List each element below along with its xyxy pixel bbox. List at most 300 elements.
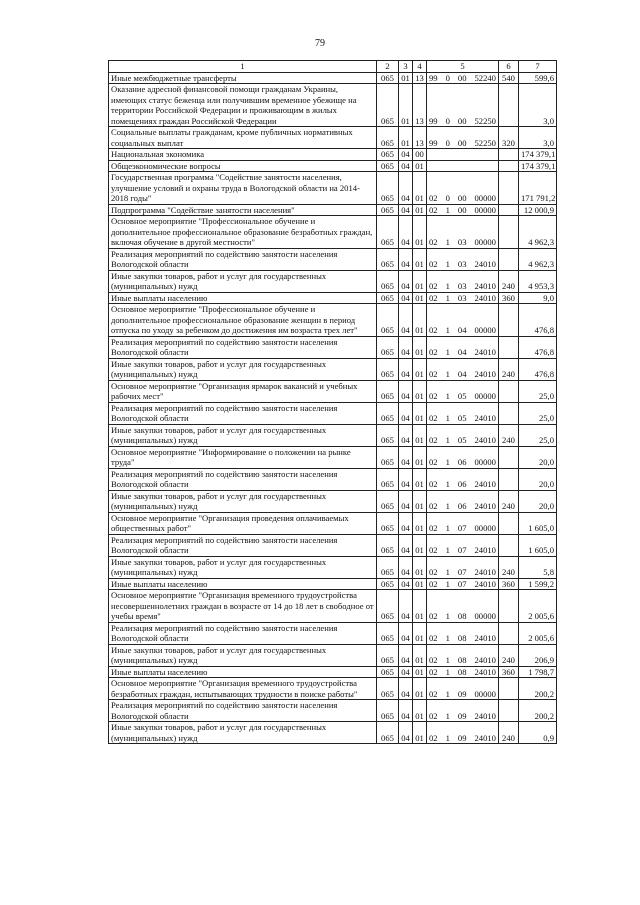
row-amount: 4 953,3 — [519, 270, 557, 292]
row-grbs: 065 — [377, 678, 399, 700]
row-subsection: 01 — [413, 358, 427, 380]
row-grbs: 065 — [377, 304, 399, 337]
row-name: Реализация мероприятий по содействию занятости населения Вологодской области — [109, 700, 377, 722]
table-row — [109, 678, 557, 700]
target-article-part-d: 00000 — [474, 457, 496, 467]
row-target-article — [427, 590, 499, 623]
row-subsection: 01 — [413, 160, 427, 172]
row-section: 04 — [399, 424, 413, 446]
row-target-article — [427, 204, 499, 216]
header-row — [109, 61, 557, 73]
row-expense-type — [499, 402, 519, 424]
row-expense-type: 540 — [499, 72, 519, 84]
target-article-part-b: 1 — [445, 501, 450, 511]
row-name: Основное мероприятие "Организация временного трудоустройства безработных граждан, испытывающих трудности в поиске работы" — [109, 678, 377, 700]
row-name: Оказание адресной финансовой помощи гражданам Украины, имеющих статус беженца или получившим временное убежище на территории Российской Федерации и проживающим в жилых помещениях граждан Российской Федерации — [109, 84, 377, 127]
row-target-article — [427, 292, 499, 304]
row-target-article — [427, 84, 499, 127]
row-subsection: 00 — [413, 149, 427, 161]
row-target-article — [427, 722, 499, 744]
target-article-part-a: 02 — [429, 567, 438, 577]
row-target-article — [427, 490, 499, 512]
row-target-article — [427, 468, 499, 490]
row-expense-type: 240 — [499, 722, 519, 744]
row-target-article — [427, 534, 499, 556]
row-name: Подпрограмма "Содействие занятости населения" — [109, 204, 377, 216]
row-name: Иные межбюджетные трансферты — [109, 72, 377, 84]
target-article-part-c: 06 — [457, 479, 467, 489]
row-target-article — [427, 172, 499, 205]
target-article-part-d: 00000 — [474, 688, 496, 699]
row-name: Иные закупки товаров, работ и услуг для государственных (муниципальных) нужд — [109, 270, 377, 292]
row-grbs: 065 — [377, 204, 399, 216]
row-amount: 4 962,3 — [519, 216, 557, 249]
row-name: Иные выплаты населению — [109, 666, 377, 678]
target-article-part-d: 24010 — [474, 633, 496, 643]
row-subsection: 01 — [413, 304, 427, 337]
target-article-part-a: 02 — [429, 633, 438, 643]
table-row — [109, 248, 557, 270]
row-section: 04 — [399, 380, 413, 402]
target-article-part-d: 24010 — [474, 710, 496, 721]
row-subsection: 13 — [413, 72, 427, 84]
target-article-part-a: 02 — [429, 578, 438, 589]
table-row — [109, 722, 557, 744]
row-name: Реализация мероприятий по содействию занятости населения Вологодской области — [109, 336, 377, 358]
target-article-part-a: 99 — [429, 115, 438, 126]
target-article-part-d: 24010 — [474, 578, 496, 589]
row-grbs: 065 — [377, 160, 399, 172]
table-row — [109, 622, 557, 644]
table-row — [109, 216, 557, 249]
row-expense-type — [499, 678, 519, 700]
row-expense-type: 240 — [499, 490, 519, 512]
row-expense-type: 360 — [499, 578, 519, 590]
target-article-part-c: 03 — [457, 237, 467, 247]
row-amount: 1 599,2 — [519, 578, 557, 590]
row-amount: 5,8 — [519, 556, 557, 578]
row-amount: 25,0 — [519, 424, 557, 446]
target-article-part-a: 02 — [429, 732, 438, 743]
target-article-part-a: 02 — [429, 237, 438, 247]
table-row — [109, 336, 557, 358]
row-target-article — [427, 127, 499, 149]
row-expense-type: 240 — [499, 358, 519, 380]
target-article-part-b: 0 — [445, 115, 450, 126]
row-name: Иные закупки товаров, работ и услуг для государственных (муниципальных) нужд — [109, 424, 377, 446]
row-expense-type: 240 — [499, 424, 519, 446]
row-target-article — [427, 160, 499, 172]
row-subsection: 01 — [413, 644, 427, 666]
target-article-part-a: 02 — [429, 413, 438, 423]
row-section: 04 — [399, 446, 413, 468]
target-article-part-d: 24010 — [474, 732, 496, 743]
table-row — [109, 424, 557, 446]
target-article-part-d: 52250 — [474, 115, 496, 126]
target-article-part-a: 02 — [429, 501, 438, 511]
target-article-part-c: 00 — [457, 204, 467, 215]
row-amount: 3,0 — [519, 127, 557, 149]
target-article-part-d: 00000 — [474, 611, 496, 621]
row-name: Иные закупки товаров, работ и услуг для государственных (муниципальных) нужд — [109, 358, 377, 380]
row-name: Реализация мероприятий по содействию занятости населения Вологодской области — [109, 622, 377, 644]
row-name: Иные выплаты населению — [109, 578, 377, 590]
target-article-part-c: 08 — [457, 655, 467, 665]
row-target-article — [427, 644, 499, 666]
target-article-part-d: 00000 — [474, 204, 496, 215]
target-article-part-b: 1 — [445, 204, 450, 215]
row-grbs: 065 — [377, 722, 399, 744]
row-amount: 174 379,1 — [519, 160, 557, 172]
target-article-part-a: 02 — [429, 193, 438, 203]
row-target-article — [427, 512, 499, 534]
target-article-part-d: 24010 — [474, 435, 496, 445]
table-row — [109, 490, 557, 512]
row-expense-type — [499, 380, 519, 402]
row-target-article — [427, 216, 499, 249]
row-amount: 0,9 — [519, 722, 557, 744]
row-section: 04 — [399, 336, 413, 358]
target-article-part-d: 24010 — [474, 666, 496, 677]
row-expense-type — [499, 160, 519, 172]
row-section: 04 — [399, 292, 413, 304]
table-row — [109, 358, 557, 380]
row-target-article — [427, 380, 499, 402]
row-expense-type: 240 — [499, 644, 519, 666]
table-row — [109, 534, 557, 556]
table-row — [109, 590, 557, 623]
target-article-part-c: 05 — [457, 435, 467, 445]
row-name: Социальные выплаты гражданам, кроме публичных нормативных социальных выплат — [109, 127, 377, 149]
target-article-part-d: 24010 — [474, 479, 496, 489]
table-row — [109, 700, 557, 722]
table-row — [109, 468, 557, 490]
row-subsection: 01 — [413, 402, 427, 424]
row-target-article — [427, 304, 499, 337]
row-expense-type — [499, 336, 519, 358]
row-subsection: 01 — [413, 248, 427, 270]
target-article-part-b: 1 — [445, 391, 450, 401]
row-subsection: 01 — [413, 590, 427, 623]
row-subsection: 01 — [413, 534, 427, 556]
table-row — [109, 72, 557, 84]
row-section: 04 — [399, 358, 413, 380]
row-subsection: 01 — [413, 446, 427, 468]
row-name: Реализация мероприятий по содействию занятости населения Вологодской области — [109, 402, 377, 424]
target-article-part-c: 08 — [457, 633, 467, 643]
row-grbs: 065 — [377, 622, 399, 644]
row-expense-type: 360 — [499, 666, 519, 678]
row-grbs: 065 — [377, 358, 399, 380]
header-col-5: 5 — [427, 61, 499, 73]
table-body — [109, 72, 557, 744]
target-article-part-c: 07 — [457, 578, 467, 589]
target-article-part-b: 1 — [445, 325, 450, 335]
row-grbs: 065 — [377, 270, 399, 292]
row-amount: 1 605,0 — [519, 512, 557, 534]
row-amount: 20,0 — [519, 446, 557, 468]
target-article-part-c: 05 — [457, 413, 467, 423]
row-grbs: 065 — [377, 216, 399, 249]
header-col-2: 2 — [377, 61, 399, 73]
row-amount: 171 791,2 — [519, 172, 557, 205]
row-section: 04 — [399, 590, 413, 623]
target-article-part-c: 08 — [457, 611, 467, 621]
target-article-part-c: 06 — [457, 457, 467, 467]
target-article-part-b: 1 — [445, 292, 450, 303]
row-target-article — [427, 700, 499, 722]
row-amount: 20,0 — [519, 468, 557, 490]
target-article-part-b: 1 — [445, 457, 450, 467]
row-subsection: 01 — [413, 722, 427, 744]
target-article-part-b: 1 — [445, 732, 450, 743]
row-section: 04 — [399, 402, 413, 424]
row-target-article — [427, 72, 499, 84]
row-subsection: 01 — [413, 512, 427, 534]
target-article-part-a: 02 — [429, 666, 438, 677]
target-article-part-a: 02 — [429, 369, 438, 379]
row-amount: 2 005,6 — [519, 622, 557, 644]
row-subsection: 01 — [413, 666, 427, 678]
row-grbs: 065 — [377, 402, 399, 424]
row-target-article — [427, 578, 499, 590]
row-grbs: 065 — [377, 512, 399, 534]
target-article-part-c: 07 — [457, 523, 467, 533]
row-expense-type: 320 — [499, 127, 519, 149]
row-section: 04 — [399, 512, 413, 534]
target-article-part-d: 24010 — [474, 292, 496, 303]
target-article-part-d: 00000 — [474, 523, 496, 533]
row-subsection: 01 — [413, 380, 427, 402]
row-name: Реализация мероприятий по содействию занятости населения Вологодской области — [109, 248, 377, 270]
row-amount: 20,0 — [519, 490, 557, 512]
target-article-part-b: 0 — [445, 193, 450, 203]
target-article-part-b: 1 — [445, 567, 450, 577]
budget-table — [108, 60, 557, 744]
target-article-part-a: 02 — [429, 259, 438, 269]
row-grbs: 065 — [377, 248, 399, 270]
header-col-3: 3 — [399, 61, 413, 73]
row-section: 04 — [399, 678, 413, 700]
row-grbs: 065 — [377, 534, 399, 556]
target-article-part-b: 1 — [445, 259, 450, 269]
row-amount: 3,0 — [519, 84, 557, 127]
row-grbs: 065 — [377, 172, 399, 205]
target-article-part-b: 1 — [445, 435, 450, 445]
target-article-part-d: 24010 — [474, 369, 496, 379]
row-expense-type — [499, 216, 519, 249]
row-section: 04 — [399, 556, 413, 578]
row-subsection: 01 — [413, 468, 427, 490]
target-article-part-b: 0 — [445, 72, 450, 83]
row-target-article — [427, 402, 499, 424]
row-subsection: 01 — [413, 172, 427, 205]
target-article-part-a: 02 — [429, 479, 438, 489]
header-col-6: 6 — [499, 61, 519, 73]
row-section: 04 — [399, 149, 413, 161]
target-article-part-c: 07 — [457, 567, 467, 577]
row-target-article — [427, 248, 499, 270]
header-col-1: 1 — [109, 61, 377, 73]
target-article-part-c: 04 — [457, 369, 467, 379]
row-section: 04 — [399, 722, 413, 744]
table-row — [109, 556, 557, 578]
row-amount: 599,6 — [519, 72, 557, 84]
row-amount: 476,8 — [519, 304, 557, 337]
row-subsection: 01 — [413, 292, 427, 304]
target-article-part-c: 06 — [457, 501, 467, 511]
row-section: 04 — [399, 644, 413, 666]
table-row — [109, 380, 557, 402]
row-amount: 476,8 — [519, 336, 557, 358]
target-article-part-d: 24010 — [474, 655, 496, 665]
row-subsection: 01 — [413, 204, 427, 216]
row-subsection: 01 — [413, 336, 427, 358]
table-row — [109, 304, 557, 337]
row-name: Иные закупки товаров, работ и услуг для государственных (муниципальных) нужд — [109, 490, 377, 512]
row-section: 01 — [399, 127, 413, 149]
row-expense-type — [499, 84, 519, 127]
target-article-part-d: 24010 — [474, 413, 496, 423]
row-section: 04 — [399, 490, 413, 512]
target-article-part-a: 02 — [429, 457, 438, 467]
target-article-part-b: 1 — [445, 347, 450, 357]
row-expense-type — [499, 248, 519, 270]
row-name: Реализация мероприятий по содействию занятости населения Вологодской области — [109, 534, 377, 556]
target-article-part-d: 00000 — [474, 391, 496, 401]
table-row — [109, 644, 557, 666]
target-article-part-b: 1 — [445, 633, 450, 643]
row-expense-type — [499, 512, 519, 534]
row-name: Основное мероприятие "Информирование о положении на рынке труда" — [109, 446, 377, 468]
target-article-part-b: 1 — [445, 688, 450, 699]
row-target-article — [427, 446, 499, 468]
row-name: Национальная экономика — [109, 149, 377, 161]
row-section: 04 — [399, 578, 413, 590]
row-amount: 2 005,6 — [519, 590, 557, 623]
row-subsection: 01 — [413, 700, 427, 722]
row-grbs: 065 — [377, 666, 399, 678]
table-row — [109, 666, 557, 678]
row-subsection: 01 — [413, 270, 427, 292]
table-row — [109, 84, 557, 127]
row-target-article — [427, 270, 499, 292]
row-amount: 200,2 — [519, 678, 557, 700]
row-section: 04 — [399, 700, 413, 722]
row-name: Иные закупки товаров, работ и услуг для государственных (муниципальных) нужд — [109, 644, 377, 666]
row-expense-type — [499, 149, 519, 161]
header-col-7: 7 — [519, 61, 557, 73]
target-article-part-b: 0 — [445, 137, 450, 148]
row-section: 04 — [399, 172, 413, 205]
row-name: Основное мероприятие "Профессиональное обучение и дополнительное профессиональное образование женщин в период отпуска по уходу за ребенком до достижения им возраста трех лет" — [109, 304, 377, 337]
page-number: 79 — [315, 38, 325, 49]
target-article-part-a: 02 — [429, 710, 438, 721]
row-amount: 476,8 — [519, 358, 557, 380]
target-article-part-b: 1 — [445, 578, 450, 589]
row-grbs: 065 — [377, 578, 399, 590]
table-row — [109, 578, 557, 590]
row-grbs: 065 — [377, 424, 399, 446]
row-target-article — [427, 678, 499, 700]
row-name: Иные выплаты населению — [109, 292, 377, 304]
row-name: Иные закупки товаров, работ и услуг для государственных (муниципальных) нужд — [109, 722, 377, 744]
row-expense-type: 240 — [499, 556, 519, 578]
target-article-part-d: 24010 — [474, 259, 496, 269]
row-subsection: 01 — [413, 556, 427, 578]
target-article-part-c: 05 — [457, 391, 467, 401]
target-article-part-c: 00 — [457, 137, 467, 148]
row-target-article — [427, 666, 499, 678]
target-article-part-a: 02 — [429, 523, 438, 533]
row-expense-type — [499, 622, 519, 644]
row-grbs: 065 — [377, 556, 399, 578]
target-article-part-c: 09 — [457, 688, 467, 699]
row-expense-type: 360 — [499, 292, 519, 304]
row-target-article — [427, 358, 499, 380]
row-expense-type — [499, 700, 519, 722]
row-subsection: 01 — [413, 678, 427, 700]
target-article-part-d: 24010 — [474, 501, 496, 511]
row-target-article — [427, 149, 499, 161]
row-amount: 9,0 — [519, 292, 557, 304]
target-article-part-c: 09 — [457, 732, 467, 743]
target-article-part-a: 02 — [429, 281, 438, 291]
target-article-part-b: 1 — [445, 545, 450, 555]
row-grbs: 065 — [377, 468, 399, 490]
row-amount: 4 962,3 — [519, 248, 557, 270]
row-section: 04 — [399, 248, 413, 270]
row-expense-type — [499, 172, 519, 205]
table-row — [109, 204, 557, 216]
row-grbs: 065 — [377, 127, 399, 149]
row-section: 04 — [399, 304, 413, 337]
table-row — [109, 446, 557, 468]
row-grbs: 065 — [377, 380, 399, 402]
row-expense-type — [499, 204, 519, 216]
target-article-part-b: 1 — [445, 413, 450, 423]
target-article-part-c: 03 — [457, 259, 467, 269]
row-section: 04 — [399, 534, 413, 556]
row-section: 04 — [399, 468, 413, 490]
row-name: Основное мероприятие "Профессиональное обучение и дополнительное профессиональное образование безработных граждан, включая обучение в другой местности" — [109, 216, 377, 249]
target-article-part-c: 07 — [457, 545, 467, 555]
header-col-4: 4 — [413, 61, 427, 73]
table-row — [109, 149, 557, 161]
table-row — [109, 160, 557, 172]
row-section: 04 — [399, 216, 413, 249]
row-grbs: 065 — [377, 336, 399, 358]
row-amount: 206,9 — [519, 644, 557, 666]
target-article-part-b: 1 — [445, 655, 450, 665]
row-amount: 174 379,1 — [519, 149, 557, 161]
row-grbs: 065 — [377, 644, 399, 666]
row-section: 04 — [399, 160, 413, 172]
row-amount: 1 605,0 — [519, 534, 557, 556]
row-expense-type — [499, 534, 519, 556]
row-name: Иные закупки товаров, работ и услуг для государственных (муниципальных) нужд — [109, 556, 377, 578]
row-subsection: 01 — [413, 490, 427, 512]
row-expense-type: 240 — [499, 270, 519, 292]
row-grbs: 065 — [377, 149, 399, 161]
row-amount: 25,0 — [519, 380, 557, 402]
row-grbs: 065 — [377, 84, 399, 127]
row-expense-type — [499, 446, 519, 468]
target-article-part-d: 24010 — [474, 567, 496, 577]
row-expense-type — [499, 304, 519, 337]
target-article-part-c: 00 — [457, 72, 467, 83]
target-article-part-a: 02 — [429, 611, 438, 621]
